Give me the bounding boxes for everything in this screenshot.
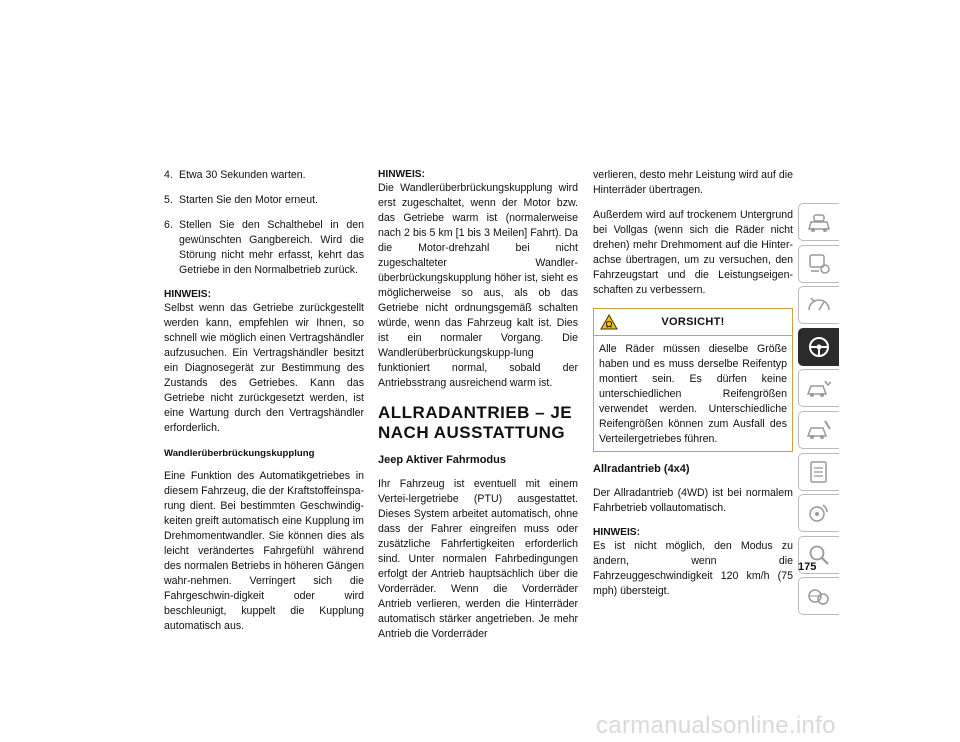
car-key-icon: [805, 251, 833, 277]
note-block: [593, 526, 793, 599]
note-text: Die Wandlerüberbrückungskupplung wird erst zugeschaltet, wenn der Motor bzw. das Getriebe warm ist (normalerweise nach 2 bis 5 km [1 bis 3 Meilen] Fahrt). Da die Motor-drehzahl bei nicht zugeschalteter Wandler-überbrückungskupplung höher ist, sieht es möglicherweise so aus, als ob das Getriebe nicht ordnungsgemäß schalten würde, wenn das Fahrzeug kalt ist. Dies ist ein normaler Vorgang. Die Wandlerüberbrückungskupp-lung funktioniert normal, sobald der Antriebsstrang ausreichend warm ist.: [378, 182, 578, 389]
caution-box: [593, 308, 793, 452]
section-title: ALLRADANTRIEB – JE NACH AUSSTATTUNG: [378, 403, 573, 442]
subsection-title: Allradantrieb (4x4): [593, 463, 690, 475]
paragraph: verlieren, desto mehr Leistung wird auf die Hinterräder übertragen.: [593, 169, 793, 196]
note-label: HINWEIS:: [593, 527, 640, 538]
language-icon: [805, 583, 833, 609]
car-interior-icon: [805, 209, 833, 235]
subheading: Wandlerüberbrückungskupplung: [164, 448, 315, 459]
warning-icon: [600, 314, 618, 330]
note-text: Selbst wenn das Getriebe zurückgestellt werden kann, empfehlen wir Ihnen, so schnell wie möglich einen Vertragshändler aufzusuchen. Ein Vertragshändler besitzt ein Diagnosegerät zur Bestimmung des Zustands des Getriebes. Kann das Getriebe nicht zurückgesetzt werden, ist eine Wartung durch den Vertragshändler erforderlich.: [164, 302, 364, 434]
car-service-icon: [805, 417, 833, 443]
paragraph: Ihr Fahrzeug ist eventuell mit einem Vertei-lergetriebe (PTU) ausgestattet. Dieses System arbeitet automatisch, ohne dass der Fahrer eingreifen muss oder zusätzliche Fahrfertigkeiten erforderlich sind. Unter normalen Fahrbedingungen erfolgt der Antrieb hauptsächlich über die Vorderräder. Wenn die Vorderräder Antrieb verlieren, werden die Hinterräder automatisch stärker angetrieben. Je mehr Antrieb die Vorderräder: [378, 478, 578, 640]
step-list: [164, 168, 364, 278]
paragraph: Der Allradantrieb (4WD) ist bei normalem Fahrbetrieb vollautomatisch.: [593, 487, 793, 514]
paragraph: Eine Funktion des Automatikgetriebes in diesem Fahrzeug, die der Kraftstoffeinspa-rung dient. Bei bestimmten Geschwindig-keiten greift automatisch eine Kupplung im Drehmomentwandler. Sie können dies als leicht verändertes Fahrgefühl während des normalen Betriebs in höheren Gängen wahr-nehmen. Verringert sich die Fahrgeschwin-digkeit oder wird beschleunigt, kuppelt die Kupplung automatisch aus.: [164, 470, 365, 632]
chapter-tabs: [798, 203, 842, 619]
subsection-title: Jeep Aktiver Fahrmodus: [378, 454, 506, 466]
multimedia-icon: [805, 500, 833, 526]
column-left: [164, 168, 364, 644]
column-right: [593, 168, 793, 609]
caution-header: [594, 309, 792, 336]
note-label: HINWEIS:: [164, 289, 211, 300]
tab-multimedia[interactable]: [798, 494, 839, 532]
tab-car-interior[interactable]: [798, 203, 839, 241]
tab-car-service[interactable]: [798, 411, 839, 449]
list-item: 4. Etwa 30 Sekunden warten.: [164, 169, 306, 181]
list-item: 6. Stellen Sie den Schalthebel in den gewünschten Gangbereich. Wird die Störung nicht mehr erfasst, kehrt das Getriebe in den Normalbetrieb zurück.: [164, 219, 364, 276]
tab-car-key[interactable]: [798, 245, 839, 283]
steering-wheel-icon: [805, 334, 833, 360]
note-text: Es ist nicht möglich, den Modus zu ändern, wenn die Fahrzeuggeschwindigkeit 120 km/h (75 mph) übersteigt.: [593, 540, 793, 597]
watermark: carmanualsonline.info: [596, 712, 836, 739]
column-middle: [378, 168, 578, 652]
tab-steering-wheel[interactable]: [798, 328, 839, 366]
note-label: HINWEIS:: [378, 169, 425, 180]
caution-text: Alle Räder müssen dieselbe Größe haben und es muss derselbe Reifentyp montiert sein. Es dürfen keine unterschiedlichen Reifengrößen verwendet werden. Unterschiedliche Reifengrößen können zum Ausfall des Verteilergetriebes führen.: [599, 343, 787, 445]
note-block: [164, 288, 364, 436]
tab-checklist[interactable]: [798, 453, 839, 491]
tab-car-crash[interactable]: [798, 369, 839, 407]
caution-title: VORSICHT!: [661, 315, 725, 328]
car-crash-icon: [805, 375, 833, 401]
list-item: 5. Starten Sie den Motor erneut.: [164, 194, 318, 206]
paragraph: Außerdem wird auf trockenem Untergrund bei Vollgas (wenn sich die Räder nicht drehen) mehr Drehmoment auf die Hinter-achse übertragen, um zu versuchen, den Fahrzeugstart und die Leistungseigen-schaften zu verbessern.: [593, 209, 793, 296]
page-number: 175: [798, 561, 817, 573]
checklist-icon: [805, 459, 833, 485]
caution-body: [594, 336, 792, 451]
tab-dashboard[interactable]: [798, 286, 839, 324]
dashboard-icon: [805, 292, 833, 318]
note-block: [378, 168, 578, 391]
tab-language[interactable]: [798, 577, 839, 615]
